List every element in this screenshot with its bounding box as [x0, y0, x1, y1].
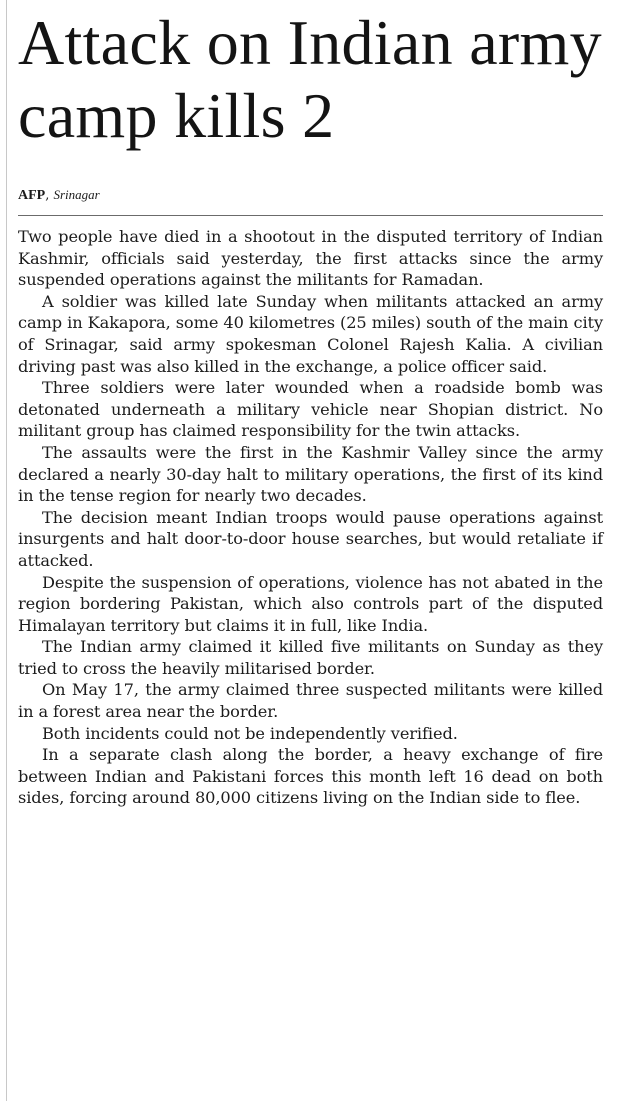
- paragraph-7: The Indian army claimed it killed five militants on Sunday as they tried to cross the heavily militarised border.: [18, 637, 603, 678]
- article-body: [18, 226, 603, 809]
- paragraph-8: On May 17, the army claimed three suspected militants were killed in a forest area near the border.: [18, 680, 603, 722]
- byline: [18, 186, 100, 205]
- byline-dateline: Srinagar: [53, 187, 100, 202]
- headline: Attack on Indian army camp kills 2: [18, 7, 602, 151]
- column-rule: [6, 0, 7, 1101]
- paragraph-2: A soldier was killed late Sunday when militants attacked an army camp in Kakapora, some 40 kilometres (25 miles) south of the main city of Srinagar, said army spokesman Colonel Rajesh Kalia. A civilian driving past was also killed in the exchange, a police officer said.: [18, 291, 603, 376]
- paragraph-9: Both incidents could not be independently verified.: [42, 723, 458, 743]
- byline-rule: [18, 215, 603, 216]
- paragraph-10: In a separate clash along the border, a heavy exchange of fire between Indian and Pakistani forces this month left 16 dead on both sides, forcing around 80,000 citizens living on the Indian side to flee.: [18, 745, 603, 808]
- paragraph-3: Three soldiers were later wounded when a roadside bomb was detonated underneath a military vehicle near Shopian district. No militant group has claimed responsibility for the twin attacks.: [18, 378, 603, 441]
- paragraph-6: Despite the suspension of operations, violence has not abated in the region bordering Pakistan, which also controls part of the disputed Himalayan territory but claims it in full, like India.: [18, 572, 603, 635]
- byline-separator: ,: [45, 188, 50, 203]
- paragraph-5: The decision meant Indian troops would pause operations against insurgents and halt door-to-door house searches, but would retaliate if attacked.: [18, 507, 603, 570]
- paragraph-4: The assaults were the first in the Kashmir Valley since the army declared a nearly 30-day halt to military operations, the first of its kind in the tense region for nearly two decades.: [18, 442, 603, 506]
- byline-agency: AFP: [18, 188, 46, 203]
- paragraph-1: Two people have died in a shootout in the disputed territory of Indian Kashmir, officials said yesterday, the first attacks since the army suspended operations against the militants for Ramadan.: [18, 227, 603, 290]
